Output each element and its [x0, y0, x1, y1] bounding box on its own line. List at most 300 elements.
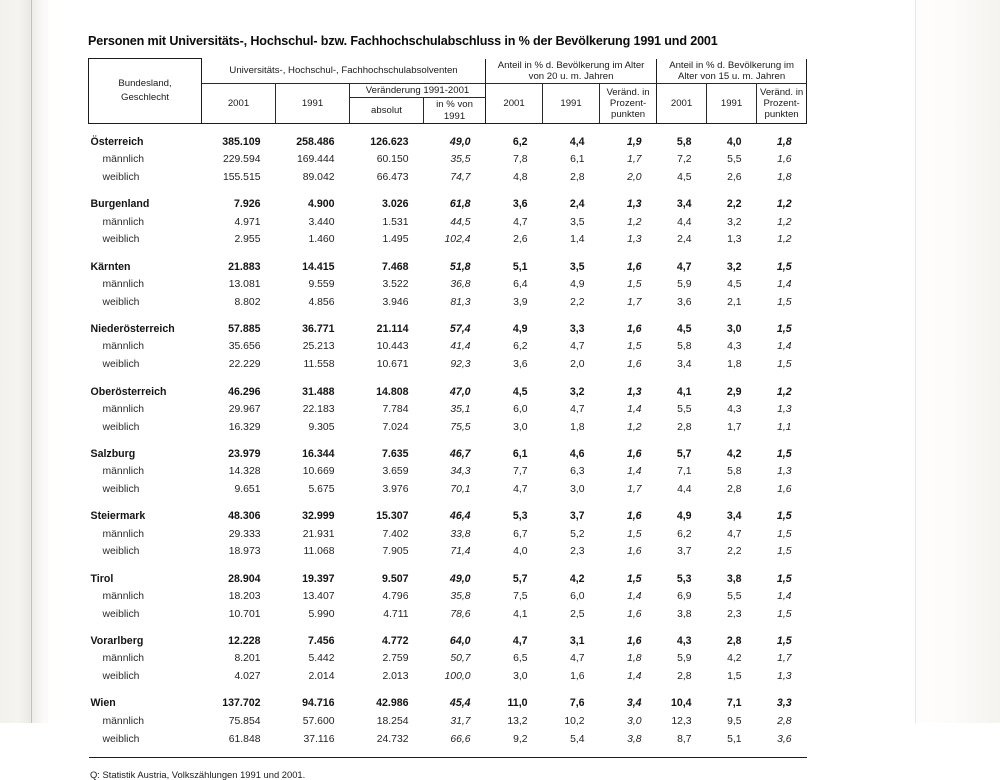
table-row — [89, 293, 807, 311]
table-cell: 2,8 — [777, 715, 792, 727]
table-cell: 9.651 — [234, 484, 261, 495]
table-cell: 4.971 — [234, 216, 261, 228]
row-spacer — [89, 561, 807, 570]
row-spacer — [89, 311, 807, 320]
table-cell: 10.701 — [228, 608, 261, 620]
table-cell: 60.150 — [376, 154, 409, 166]
table-cell: 3.946 — [382, 296, 409, 308]
table-cell: 5,5 — [727, 590, 742, 602]
table-cell: 1,3 — [777, 466, 792, 478]
table-row — [89, 213, 807, 231]
table-cell: 19.397 — [302, 572, 335, 585]
table-cell: 4,2 — [727, 653, 742, 665]
table-cell: 3.440 — [308, 216, 335, 228]
table-cell: 1,2 — [776, 198, 792, 211]
table-cell: 45,4 — [449, 697, 471, 710]
table-cell: 64,0 — [449, 635, 471, 648]
table-cell: 1,7 — [777, 653, 792, 665]
table-cell: 5,9 — [677, 279, 692, 291]
row-spacer-cell — [89, 311, 807, 320]
table-cell: 11.558 — [303, 359, 335, 371]
table-cell: 7,5 — [513, 590, 528, 602]
table-cell: 1,3 — [727, 234, 742, 246]
table-cell: 1,3 — [777, 403, 792, 415]
table-cell: 2,8 — [570, 172, 585, 184]
col-header-chg-percent-line2: 1991 — [443, 110, 466, 122]
table-cell: 11.068 — [303, 546, 335, 558]
group-header-absolventen: Universitäts-, Hochschul-, Fachhochschulabsolventen — [202, 59, 486, 84]
table-cell: 1,3 — [626, 198, 642, 211]
table-cell: 3.976 — [382, 484, 409, 495]
table-cell: 3,7 — [569, 510, 585, 523]
row-spacer — [89, 748, 807, 758]
table-cell: 7.024 — [382, 421, 409, 433]
table-cell: 1,8 — [727, 359, 742, 371]
header-row-groups — [89, 59, 807, 84]
table-cell: 1,3 — [627, 234, 642, 246]
table-cell: 3,4 — [676, 198, 692, 211]
table-cell: 1,8 — [777, 172, 792, 184]
table-cell: 23.979 — [228, 447, 261, 460]
table-cell: 3,9 — [513, 296, 528, 308]
table-row — [89, 712, 807, 730]
table-cell: 1,5 — [777, 608, 792, 620]
table-cell: 2,2 — [570, 296, 585, 308]
table-cell: 66,6 — [450, 733, 471, 745]
table-row — [89, 258, 807, 276]
col-header-age15-pp-line3: punkten — [764, 109, 799, 121]
table-row — [89, 481, 807, 499]
table-cell: 11,0 — [507, 697, 528, 710]
table-header — [89, 59, 807, 124]
table-cell: 258.486 — [296, 135, 335, 148]
row-label-gender: weiblich — [102, 172, 140, 184]
document-content — [88, 34, 828, 780]
table-row — [89, 276, 807, 294]
col-header-age15-pp-line2: Prozent- — [763, 97, 800, 109]
table-cell: 6,2 — [513, 341, 528, 353]
table-cell: 1,4 — [627, 403, 642, 415]
table-cell: 1.460 — [308, 234, 335, 246]
col-header-chg-percent — [424, 98, 486, 124]
table-cell: 1,2 — [777, 216, 792, 228]
table-cell: 3,4 — [677, 359, 692, 371]
table-cell: 3,8 — [627, 733, 642, 745]
table-cell: 1,4 — [627, 466, 642, 478]
table-cell: 4.027 — [234, 671, 261, 683]
row-label-gender: männlich — [102, 279, 145, 291]
row-label-gender: weiblich — [102, 608, 140, 620]
table-cell: 2,4 — [569, 198, 585, 211]
table-cell: 49,0 — [449, 135, 471, 148]
table-cell: 46,4 — [449, 510, 471, 523]
table-row — [89, 507, 807, 525]
table-cell: 7,8 — [513, 154, 528, 166]
table-cell: 1,7 — [727, 421, 742, 433]
row-spacer-cell — [89, 186, 807, 195]
table-cell: 7,7 — [513, 466, 528, 478]
table-cell: 1,5 — [627, 279, 642, 291]
table-cell: 3,6 — [513, 359, 528, 371]
col-header-chg-percent-line1: in % von — [436, 99, 473, 111]
table-cell: 1,4 — [777, 590, 792, 602]
table-cell: 15.307 — [376, 510, 409, 523]
table-cell: 5,3 — [512, 510, 528, 523]
table-cell: 3.522 — [382, 279, 409, 291]
table-cell: 3,3 — [776, 697, 792, 710]
table-cell: 4,7 — [570, 653, 585, 665]
table-cell: 1,6 — [626, 447, 642, 460]
row-label-gender: männlich — [102, 154, 145, 166]
table-cell: 1,2 — [776, 385, 792, 398]
table-cell: 25.213 — [302, 341, 335, 353]
col-header-age15-pp-line1: Veränd. in — [759, 86, 804, 98]
table-cell: 5.675 — [308, 484, 335, 495]
table-cell: 2,6 — [513, 234, 528, 246]
table-cell: 7.468 — [381, 260, 409, 273]
table-cell: 6,1 — [570, 154, 585, 166]
table-cell: 5,5 — [677, 403, 692, 415]
table-cell: 12,3 — [671, 715, 692, 727]
table-cell: 1,6 — [626, 323, 642, 336]
table-cell: 10.671 — [376, 359, 409, 371]
table-row — [89, 195, 807, 213]
table-cell: 51,8 — [449, 260, 471, 273]
table-cell: 5,2 — [570, 528, 585, 540]
table-cell: 1,5 — [777, 359, 792, 371]
table-cell: 4,7 — [512, 635, 528, 648]
table-cell: 24.732 — [376, 733, 409, 745]
table-cell: 4,5 — [676, 323, 692, 336]
table-cell: 36,8 — [450, 279, 471, 291]
row-spacer-cell — [89, 436, 807, 445]
table-cell: 4,7 — [513, 484, 528, 495]
table-cell: 10.443 — [376, 341, 409, 353]
table-cell: 1,6 — [627, 608, 642, 620]
table-row — [89, 151, 807, 169]
row-label-gender: weiblich — [102, 421, 140, 433]
table-cell: 35,8 — [450, 590, 471, 602]
table-cell: 1,5 — [776, 572, 792, 585]
table-cell: 1,6 — [626, 260, 642, 273]
table-cell: 8,7 — [677, 733, 692, 745]
row-spacer-cell — [89, 249, 807, 258]
table-cell: 7,6 — [569, 697, 585, 710]
table-cell: 1,5 — [776, 447, 792, 460]
table-cell: 14.808 — [376, 385, 409, 398]
col-header-age20-1991: 1991 — [543, 84, 600, 124]
table-cell: 3,5 — [570, 216, 585, 228]
table-cell: 1,5 — [776, 635, 792, 648]
table-cell: 4,3 — [727, 403, 742, 415]
table-cell: 61.848 — [228, 733, 261, 745]
table-cell: 35,1 — [450, 403, 471, 415]
table-row — [89, 588, 807, 606]
table-cell: 5,3 — [676, 572, 692, 585]
table-cell: 1,4 — [570, 234, 585, 246]
table-cell: 5,4 — [570, 733, 585, 745]
table-cell: 37.116 — [303, 733, 335, 745]
table-cell: 1,5 — [776, 323, 792, 336]
table-cell: 29.333 — [228, 528, 261, 540]
table-cell: 126.623 — [370, 135, 409, 148]
table-cell: 21.931 — [302, 528, 335, 540]
table-cell: 1,5 — [777, 296, 792, 308]
col-header-age20-2001: 2001 — [486, 84, 543, 124]
table-cell: 1,9 — [626, 135, 642, 148]
col-header-age20-pp — [600, 84, 657, 124]
row-label-gender: männlich — [102, 715, 145, 727]
table-row — [89, 400, 807, 418]
table-cell: 5.990 — [308, 608, 335, 620]
table-cell: 4,5 — [677, 172, 692, 184]
table-cell: 57,4 — [449, 323, 471, 336]
table-row — [89, 320, 807, 338]
table-cell: 5,9 — [677, 653, 692, 665]
table-cell: 2.014 — [308, 671, 335, 683]
table-cell: 9.507 — [381, 572, 409, 585]
table-cell: 4,5 — [727, 279, 742, 291]
table-cell: 2,0 — [570, 359, 585, 371]
table-cell: 75,5 — [450, 421, 471, 433]
table-cell: 229.594 — [222, 154, 261, 166]
table-cell: 36.771 — [302, 323, 335, 336]
table-cell: 4,3 — [727, 341, 742, 353]
table-cell: 47,0 — [449, 385, 471, 398]
stub-header-line2: Geschlecht — [121, 92, 169, 104]
table-row — [89, 605, 807, 623]
subgroup-header-veraenderung: Veränderung 1991-2001 — [350, 84, 486, 98]
table-cell: 28.904 — [228, 572, 261, 585]
row-label-gender: männlich — [102, 466, 145, 478]
table-row — [89, 338, 807, 356]
table-cell: 6,9 — [677, 590, 692, 602]
table-cell: 1,4 — [627, 671, 642, 683]
table-cell: 71,4 — [450, 546, 471, 558]
table-cell: 6,0 — [570, 590, 585, 602]
table-row — [89, 632, 807, 650]
table-cell: 385.109 — [222, 135, 261, 148]
table-cell: 9.305 — [308, 421, 335, 433]
col-header-age15-2001: 2001 — [657, 84, 707, 124]
table-cell: 6,5 — [513, 653, 528, 665]
table-cell: 2,2 — [727, 546, 742, 558]
table-cell: 3,0 — [570, 484, 585, 495]
table-cell: 7.402 — [382, 528, 409, 540]
table-row — [89, 543, 807, 561]
table-cell: 1,5 — [777, 528, 792, 540]
table-cell: 169.444 — [296, 154, 335, 166]
table-cell: 3,5 — [569, 260, 585, 273]
table-cell: 1,7 — [627, 154, 642, 166]
row-label-gender: männlich — [102, 216, 145, 228]
row-label-gender: weiblich — [102, 546, 140, 558]
table-row — [89, 356, 807, 374]
col-header-age15-pp — [757, 84, 807, 124]
table-cell: 50,7 — [450, 653, 471, 665]
table-cell: 100,0 — [444, 671, 471, 683]
table-cell: 12.228 — [228, 635, 261, 648]
row-label-region: Österreich — [90, 135, 144, 148]
table-cell: 32.999 — [302, 510, 335, 523]
table-cell: 7.905 — [382, 546, 409, 558]
table-cell: 4,4 — [569, 135, 585, 148]
table-row — [89, 730, 807, 748]
stub-header-cell — [89, 59, 202, 124]
table-row — [89, 231, 807, 249]
table-cell: 18.254 — [376, 715, 409, 727]
row-spacer — [89, 436, 807, 445]
table-cell: 6,1 — [512, 447, 528, 460]
table-cell: 1,4 — [777, 279, 792, 291]
table-cell: 6,7 — [513, 528, 528, 540]
table-cell: 18.973 — [228, 546, 261, 558]
table-cell: 1,6 — [627, 546, 642, 558]
table-cell: 1,6 — [627, 359, 642, 371]
page-title: Personen mit Universitäts-, Hochschul- bzw. Fachhochschulabschluss in % der Bevölkerung 1991 und 2001 — [88, 34, 718, 48]
table-cell: 4,7 — [570, 403, 585, 415]
table-cell: 4,0 — [726, 135, 742, 148]
table-cell: 10,4 — [670, 697, 692, 710]
table-cell: 6,4 — [513, 279, 528, 291]
table-cell: 2,6 — [727, 172, 742, 184]
table-cell: 4,8 — [513, 172, 528, 184]
table-cell: 7,1 — [726, 697, 742, 710]
table-cell: 5,5 — [727, 154, 742, 166]
group-header-age15-line2: Alter von 15 u. m. Jahren — [677, 70, 786, 82]
row-label-region: Wien — [90, 697, 116, 710]
table-cell: 1,5 — [627, 341, 642, 353]
row-spacer-cell — [89, 498, 807, 507]
table-cell: 3.026 — [381, 198, 409, 211]
table-cell: 1.495 — [382, 234, 409, 246]
table-cell: 2,8 — [727, 484, 742, 495]
table-cell: 2,8 — [677, 671, 692, 683]
row-label-region: Tirol — [90, 572, 114, 585]
table-cell: 33,8 — [450, 528, 471, 540]
table-cell: 4,7 — [513, 216, 528, 228]
table-cell: 3,0 — [627, 715, 642, 727]
table-cell: 4,7 — [727, 528, 742, 540]
table-cell: 137.702 — [222, 697, 261, 710]
table-cell: 1,8 — [776, 135, 792, 148]
table-cell: 3,4 — [726, 510, 742, 523]
table-cell: 46.296 — [228, 385, 261, 398]
table-cell: 4,4 — [677, 216, 692, 228]
source-note: Q: Statistik Austria, Volkszählungen 1991 und 2001. — [90, 768, 306, 780]
table-cell: 57.885 — [228, 323, 261, 336]
table-cell: 4.772 — [381, 635, 409, 648]
table-row — [89, 445, 807, 463]
row-label-gender: weiblich — [102, 234, 140, 246]
table-cell: 75.854 — [228, 715, 261, 727]
table-cell: 2,2 — [726, 198, 742, 211]
row-label-region: Vorarlberg — [90, 635, 144, 648]
row-label-gender: weiblich — [102, 733, 140, 745]
table-cell: 14.328 — [228, 466, 261, 478]
table-cell: 4,9 — [676, 510, 692, 523]
row-label-gender: männlich — [102, 341, 145, 353]
table-cell: 1,6 — [777, 154, 792, 166]
table-cell: 10.669 — [302, 466, 335, 478]
page-fold-line-right — [915, 0, 916, 723]
table-cell: 16.329 — [228, 421, 261, 433]
table-cell: 3,6 — [677, 296, 692, 308]
table-cell: 2.759 — [382, 653, 409, 665]
table-cell: 2,0 — [627, 172, 642, 184]
row-spacer — [89, 186, 807, 195]
table-cell: 1,5 — [776, 260, 792, 273]
table-cell: 94.716 — [302, 697, 335, 710]
table-cell: 1,3 — [777, 671, 792, 683]
table-cell: 3,2 — [569, 385, 585, 398]
table-cell: 102,4 — [444, 234, 471, 246]
table-cell: 1,8 — [627, 653, 642, 665]
table-cell: 14.415 — [302, 260, 335, 273]
table-cell: 34,3 — [450, 466, 471, 478]
table-row — [89, 668, 807, 686]
table-row — [89, 570, 807, 588]
table-cell: 155.515 — [222, 172, 261, 184]
row-label-gender: weiblich — [102, 671, 140, 683]
table-cell: 44,5 — [450, 216, 471, 228]
row-spacer-cell — [89, 374, 807, 383]
table-cell: 46,7 — [449, 447, 471, 460]
table-cell: 5,7 — [512, 572, 528, 585]
table-cell: 1,6 — [626, 635, 642, 648]
group-header-age15 — [657, 59, 807, 84]
table-cell: 18.203 — [228, 590, 261, 602]
table-cell: 10,2 — [564, 715, 585, 727]
table-cell: 4,3 — [676, 635, 692, 648]
table-cell: 2.955 — [234, 234, 261, 246]
row-spacer — [89, 374, 807, 383]
row-spacer-cell — [89, 748, 807, 758]
table-cell: 5.442 — [308, 653, 335, 665]
table-cell: 2,8 — [726, 635, 742, 648]
table-cell: 35,5 — [450, 154, 471, 166]
table-cell: 2.013 — [382, 671, 409, 683]
table-cell: 1,2 — [627, 421, 642, 433]
table-body — [89, 124, 807, 758]
row-label-gender: männlich — [102, 528, 145, 540]
table-cell: 4,6 — [569, 447, 585, 460]
table-cell: 1,5 — [727, 671, 742, 683]
table-cell: 3,2 — [726, 260, 742, 273]
table-cell: 13.081 — [228, 279, 261, 291]
table-cell: 1,2 — [627, 216, 642, 228]
col-header-chg-absolut: absolut — [350, 98, 424, 124]
table-cell: 1,8 — [570, 421, 585, 433]
table-cell: 89.042 — [302, 172, 335, 184]
table-cell: 4,9 — [570, 279, 585, 291]
table-cell: 22.183 — [302, 403, 335, 415]
table-row — [89, 169, 807, 187]
table-cell: 4,1 — [513, 608, 528, 620]
table-cell: 1,7 — [627, 296, 642, 308]
row-spacer — [89, 249, 807, 258]
table-cell: 1,6 — [777, 484, 792, 495]
table-cell: 31.488 — [302, 385, 335, 398]
table-cell: 2,8 — [677, 421, 692, 433]
table-cell: 5,8 — [727, 466, 742, 478]
row-label-region: Oberösterreich — [90, 385, 167, 398]
table-cell: 31,7 — [450, 715, 471, 727]
table-cell: 4,2 — [726, 447, 742, 460]
table-cell: 22.229 — [228, 359, 261, 371]
table-cell: 1,3 — [626, 385, 642, 398]
table-cell: 4,7 — [570, 341, 585, 353]
